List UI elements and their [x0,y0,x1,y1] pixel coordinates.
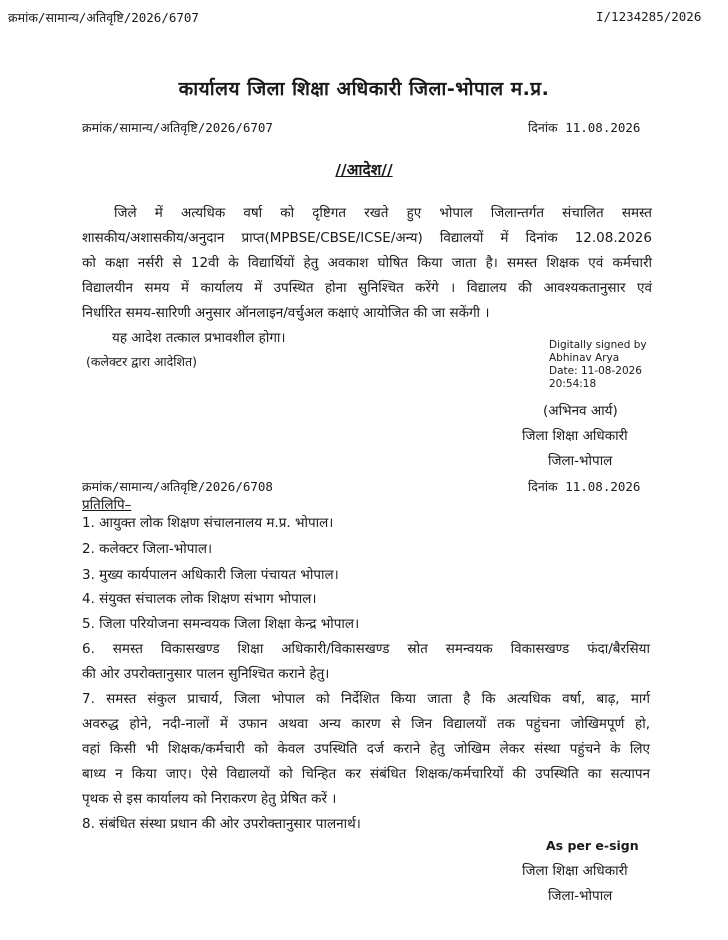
esign-designation: जिला शिक्षा अधिकारी [522,863,628,879]
copy-line: 1. आयुक्त लोक शिक्षण संचालनालय म.प्र. भोपाल। [82,515,334,531]
copy-line: 5. जिला परियोजना समन्वयक जिला शिक्षा केन्द्र भोपाल। [82,616,360,632]
office-title: कार्यालय जिला शिक्षा अधिकारी जिला-भोपाल म.प्र. [178,78,550,100]
sig-line: Digitally signed by [549,339,647,351]
signatory-name: (अभिनव आर्य) [543,403,618,419]
copy-heading: प्रतिलिपि– [82,497,132,513]
body-line: शासकीय/अशासकीय/अनुदान प्राप्त(MPBSE/CBSE/ICSE/अन्य) विद्यालयों में दिनांक 12.08.2026 [82,230,652,246]
copy-item [82,687,650,812]
copy-item [82,812,650,837]
collector-note: (कलेक्टर द्वारा आदेशित) [86,354,198,369]
order-date-label: दिनांक [528,120,558,135]
esign-label: As per e-sign [546,838,639,853]
copy-date-value: 11.08.2026 [565,479,641,494]
copy-item [82,612,650,637]
copy-line: वहां किसी भी शिक्षक/कर्मचारी को केवल उपस्थिति दर्ज कराने हेतु जोखिम लेकर संस्था पहुंचने के लिए [82,741,650,757]
copy-line: 6. समस्त विकासखण्ड शिक्षा अधिकारी/विकासखण्ड स्रोत समन्वयक विकासखण्ड फंदा/बैरसिया [82,641,650,657]
copy-line: 3. मुख्य कार्यपालन अधिकारी जिला पंचायत भोपाल। [82,567,339,583]
copy-line: 7. समस्त संकुल प्राचार्य, जिला भोपाल को निर्देशित किया जाता है कि अत्यधिक वर्षा, बाढ़, मार्ग [82,691,650,707]
copy-line: 8. संबंधित संस्था प्रधान की ओर उपरोक्तानुसार पालनार्थ। [82,816,361,832]
copy-date-label: दिनांक [528,479,558,494]
copy-item [82,563,650,588]
copy-line: अवरुद्ध होने, नदी-नालों में उफान अथवा अन्य कारण से जिन विद्यालयों तक पहुंचना जोखिमपूर्ण हो, [82,716,650,732]
effective-statement: यह आदेश तत्काल प्रभावशील होगा। [112,330,286,346]
copy-date [528,478,640,495]
body-line: को कक्षा नर्सरी से 12वी के विद्यार्थियों हेतु अवकाश घोषित किया जाता है। समस्त शिक्षक एवं कर्मचारी [82,255,652,271]
signatory-designation: जिला शिक्षा अधिकारी [522,428,628,444]
body-line: निर्धारित समय-सारिणी अनुसार ऑनलाइन/वर्चुअल कक्षाएं आयोजित की जा सकेंगी । [82,305,490,321]
body-line: विद्यालयीन समय में कार्यालय में उपस्थित होना सुनिश्चित करेंगे । विद्यालय की आवश्यकतानुसार एवं [82,280,652,296]
digital-signature [549,339,647,391]
copy-line: की ओर उपरोक्तानुसार पालन सुनिश्चित कराने हेतु। [82,666,330,682]
order-date-value: 11.08.2026 [565,120,641,135]
copy-line: 4. संयुक्त संचालक लोक शिक्षण संभाग भोपाल। [82,591,317,607]
order-heading: //आदेश// [335,161,393,179]
order-number: क्रमांक/सामान्य/अतिवृष्टि/2026/6707 [82,120,273,135]
copy-item [82,637,650,687]
sig-date: Date: 11-08-2026 [549,365,642,377]
sig-time: 20:54:18 [549,378,597,390]
signatory-place: जिला-भोपाल [548,453,613,469]
body-line: जिले में अत्यधिक वर्षा को दृष्टिगत रखते हुए भोपाल जिलान्तर्गत संचालित समस्त [114,205,652,221]
sig-name: Abhinav Arya [549,352,620,364]
copy-item [82,587,650,612]
copy-item [82,537,650,562]
copy-line: 2. कलेक्टर जिला-भोपाल। [82,541,213,557]
header-ref-right: I/1234285/2026 [596,9,702,24]
copy-line: पृथक से इस कार्यालय को निराकरण हेतु प्रेषित करें । [82,791,337,807]
order-date [528,119,640,136]
copy-number: क्रमांक/सामान्य/अतिवृष्टि/2026/6708 [82,479,273,494]
esign-place: जिला-भोपाल [548,888,613,904]
copy-line: बाध्य न किया जाए। ऐसे विद्यालयों को चिन्हित कर संबंधित शिक्षक/कर्मचारियों की उपस्थिति का सत्यापन [82,766,650,782]
copy-item [82,511,650,536]
order-body [82,201,652,326]
header-ref-left: क्रमांक/सामान्य/अतिवृष्टि/2026/6707 [8,10,199,25]
